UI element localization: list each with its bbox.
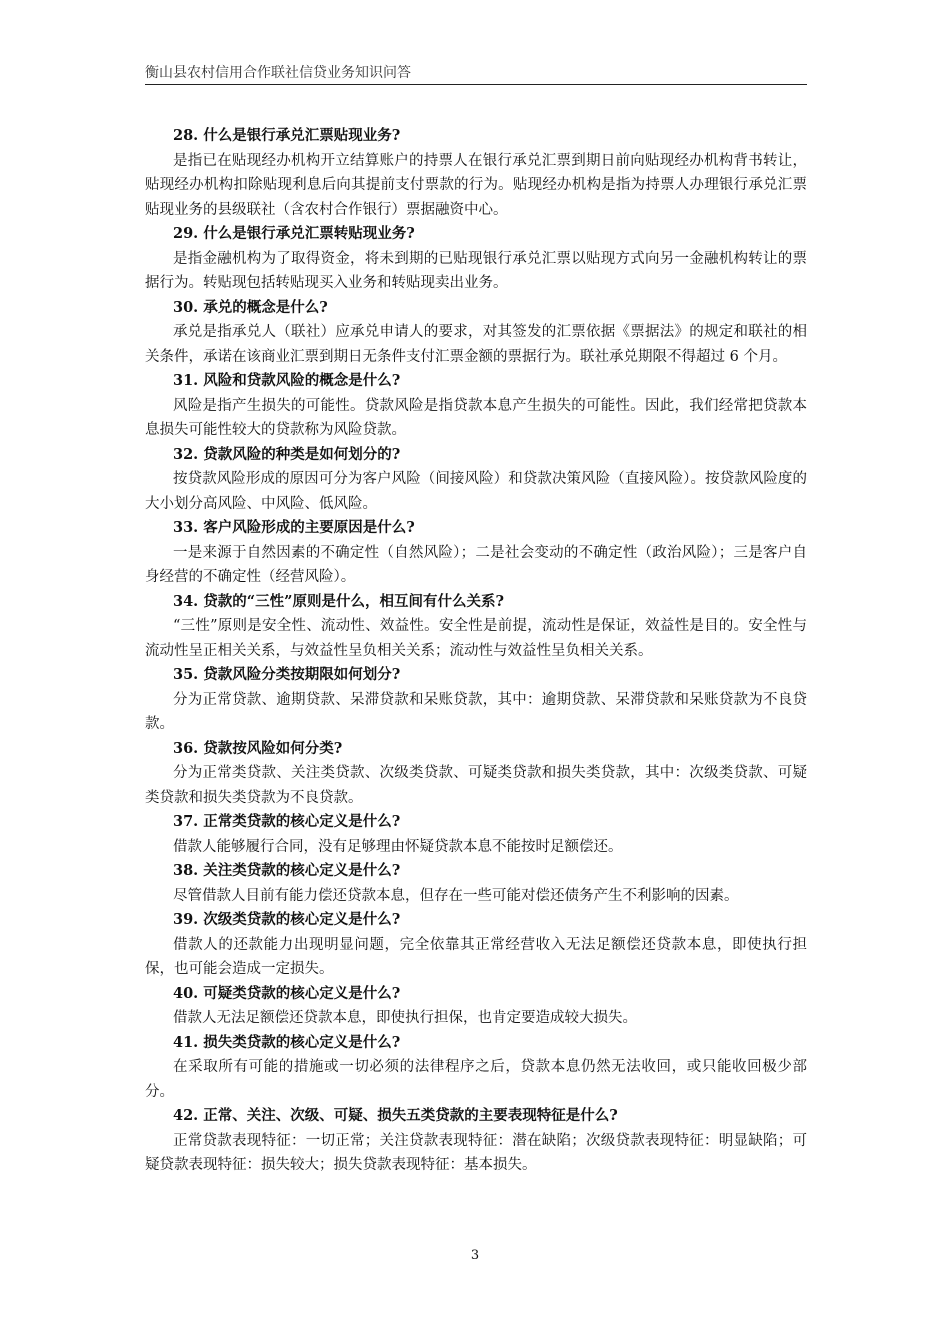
- question-41: 41. 损失类贷款的核心定义是什么?: [173, 1033, 401, 1051]
- answer-34: “三性”原则是安全性、流动性、效益性。安全性是前提，流动性是保证，效益性是目的。安全性与流动性呈正相关关系，与效益性呈负相关关系；流动性与效益性呈负相关关系。: [145, 618, 807, 659]
- answer-41: 在采取所有可能的措施或一切必须的法律程序之后，贷款本息仍然无法收回，或只能收回极少部分。: [145, 1059, 807, 1100]
- qa-item-40: [145, 982, 807, 1031]
- question-28: 28. 什么是银行承兑汇票贴现业务?: [173, 127, 401, 144]
- page-header: [145, 64, 807, 85]
- question-39: 39. 次级类贷款的核心定义是什么?: [173, 911, 401, 928]
- answer-36: 分为正常类贷款、关注类贷款、次级类贷款、可疑类贷款和损失类贷款，其中：次级类贷款、可疑类贷款和损失类贷款为不良贷款。: [145, 765, 807, 806]
- answer-38: 尽管借款人目前有能力偿还贷款本息，但存在一些可能对偿还债务产生不利影响的因素。: [173, 887, 739, 904]
- page-number: 3: [470, 1248, 480, 1263]
- qa-item-29: [145, 222, 807, 296]
- question-36: 36. 贷款按风险如何分类?: [173, 739, 343, 757]
- answer-37: 借款人能够履行合同，没有足够理由怀疑贷款本息不能按时足额偿还。: [173, 838, 623, 855]
- qa-item-38: [145, 859, 807, 908]
- qa-content: [145, 124, 807, 1178]
- question-31: 31. 风险和贷款风险的概念是什么?: [173, 372, 401, 389]
- answer-31: 风险是指产生损失的可能性。贷款风险是指贷款本息产生损失的可能性。因此，我们经常把贷款本息损失可能性较大的贷款称为风险贷款。: [145, 397, 807, 438]
- answer-33: 一是来源于自然因素的不确定性（自然风险）；二是社会变动的不确定性（政治风险）；三是客户自身经营的不确定性（经营风险）。: [145, 544, 807, 585]
- qa-item-31: [145, 369, 807, 443]
- qa-item-32: [145, 443, 807, 517]
- qa-item-30: [145, 296, 807, 370]
- qa-item-39: [145, 908, 807, 982]
- answer-29: 是指金融机构为了取得资金，将未到期的已贴现银行承兑汇票以贴现方式向另一金融机构转让的票据行为。转贴现包括转贴现买入业务和转贴现卖出业务。: [145, 250, 807, 291]
- answer-28: 是指已在贴现经办机构开立结算账户的持票人在银行承兑汇票到期日前向贴现经办机构背书转让，贴现经办机构扣除贴现利息后向其提前支付票款的行为。贴现经办机构是指为持票人办理银行承兑汇票贴现业务的县级联社（含农村合作银行）票据融资中心。: [145, 152, 807, 218]
- answer-35: 分为正常贷款、逾期贷款、呆滞贷款和呆账贷款，其中：逾期贷款、呆滞贷款和呆账贷款为不良贷款。: [145, 691, 807, 732]
- question-40: 40. 可疑类贷款的核心定义是什么?: [173, 984, 401, 1002]
- qa-item-34: [145, 590, 807, 664]
- question-32: 32. 贷款风险的种类是如何划分的?: [173, 445, 401, 463]
- answer-30: 承兑是指承兑人（联社）应承兑申请人的要求，对其签发的汇票依据《票据法》的规定和联社的相关条件，承诺在该商业汇票到期日无条件支付汇票金额的票据行为。联社承兑期限不得超过 6 个月。: [145, 324, 807, 365]
- answer-32: 按贷款风险形成的原因可分为客户风险（间接风险）和贷款决策风险（直接风险）。按贷款风险度的大小划分高风险、中风险、低风险。: [145, 471, 807, 512]
- question-35: 35. 贷款风险分类按期限如何划分?: [173, 666, 401, 683]
- question-37: 37. 正常类贷款的核心定义是什么?: [173, 813, 401, 830]
- qa-item-42: [145, 1104, 807, 1178]
- qa-item-37: [145, 810, 807, 859]
- question-34: 34. 贷款的“三性”原则是什么，相互间有什么关系?: [173, 592, 504, 610]
- answer-40: 借款人无法足额偿还贷款本息，即使执行担保，也肯定要造成较大损失。: [173, 1010, 637, 1026]
- header-title: 衡山县农村信用合作联社信贷业务知识问答: [145, 65, 411, 81]
- qa-item-33: [145, 516, 807, 590]
- qa-item-35: [145, 663, 807, 737]
- qa-item-28: [145, 124, 807, 222]
- qa-item-41: [145, 1031, 807, 1105]
- question-30: 30. 承兑的概念是什么?: [173, 298, 328, 316]
- qa-item-36: [145, 737, 807, 811]
- question-29: 29. 什么是银行承兑汇票转贴现业务?: [173, 225, 415, 242]
- answer-42: 正常贷款表现特征：一切正常；关注贷款表现特征：潜在缺陷；次级贷款表现特征：明显缺陷；可疑贷款表现特征：损失较大；损失贷款表现特征：基本损失。: [145, 1132, 807, 1173]
- answer-39: 借款人的还款能力出现明显问题，完全依靠其正常经营收入无法足额偿还贷款本息，即使执行担保，也可能会造成一定损失。: [145, 936, 807, 977]
- question-33: 33. 客户风险形成的主要原因是什么?: [173, 519, 415, 536]
- question-38: 38. 关注类贷款的核心定义是什么?: [173, 862, 401, 879]
- question-42: 42. 正常、关注、次级、可疑、损失五类贷款的主要表现特征是什么?: [173, 1107, 618, 1124]
